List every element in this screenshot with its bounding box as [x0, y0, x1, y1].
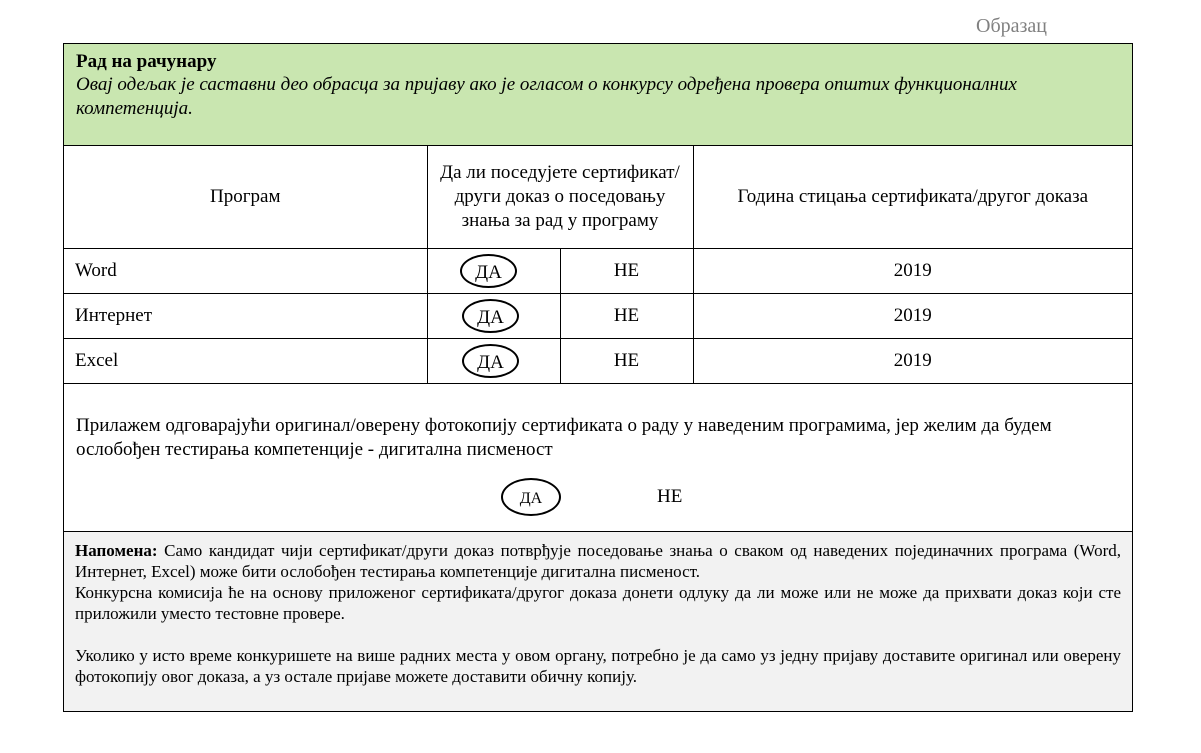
section-header — [64, 44, 1132, 146]
yes-cell — [427, 248, 560, 293]
attachment-yes-option-circled[interactable]: ДА — [501, 478, 561, 516]
section-subtitle: Овај одељак је саставни део обрасца за пријаву ако је огласом о конкурсу одређена провера општих функционалних компетенција. — [76, 74, 1017, 119]
program-word: Word — [64, 248, 427, 293]
table-header-row — [64, 146, 1132, 248]
note-label: Напомена: — [75, 540, 158, 560]
header-program: Програм — [64, 146, 427, 248]
table-row — [64, 338, 1132, 383]
yes-cell — [427, 338, 560, 383]
no-option[interactable]: НЕ — [560, 293, 693, 338]
attachment-text: Прилажем одговарајући оригинал/оверену фотокопију сертификата о раду у наведеним програмима, јер желим да будем ослобођен тестирања компетенције - дигитална писменост — [76, 414, 1052, 460]
yes-option-circled[interactable]: ДА — [462, 299, 519, 333]
note-paragraph-3: Уколико у исто време конкуришете на више радних места у овом органу, потребно је да само уз једну пријаву доставите оригинал или оверену фотокопију овог доказа, а уз остале пријаве можете доставити обичну копију. — [75, 645, 1121, 686]
attachment-no-option[interactable]: НЕ — [657, 485, 683, 507]
computer-skills-section — [63, 43, 1133, 712]
no-option[interactable]: НЕ — [560, 338, 693, 383]
header-year: Година стицања сертификата/другог доказа — [693, 146, 1132, 248]
skills-table — [64, 146, 1132, 384]
table-row — [64, 248, 1132, 293]
yes-cell — [427, 293, 560, 338]
year-value: 2019 — [693, 338, 1132, 383]
form-label: Образац — [976, 15, 1047, 37]
year-value: 2019 — [693, 293, 1132, 338]
note-paragraph-1 — [75, 540, 1121, 582]
note-paragraph-2: Конкурсна комисија ће на основу приложеног сертификата/другог доказа донети одлуку да ли може или не може да прихвати доказ који сте приложили уместо тестовне провере. — [75, 582, 1121, 623]
yes-option-circled[interactable]: ДА — [460, 254, 517, 288]
section-title: Рад на рачунару — [76, 51, 217, 72]
note-text-1: Само кандидат чији сертификат/други доказ потврђује поседовање знања о сваком од наведених појединачних програма (Word, Интернет, Excel) може бити ослобођен тестирања компетенције дигитална писменост. — [75, 540, 1122, 581]
header-certificate: Да ли поседујете сертификат/други доказ о поседовању знања за рад у програму — [427, 146, 693, 248]
table-row — [64, 293, 1132, 338]
year-value: 2019 — [693, 248, 1132, 293]
yes-option-circled[interactable]: ДА — [462, 344, 519, 378]
program-excel: Excel — [64, 338, 427, 383]
note-box — [64, 532, 1132, 711]
attachment-statement — [64, 384, 1132, 532]
program-internet: Интернет — [64, 293, 427, 338]
no-option[interactable]: НЕ — [560, 248, 693, 293]
